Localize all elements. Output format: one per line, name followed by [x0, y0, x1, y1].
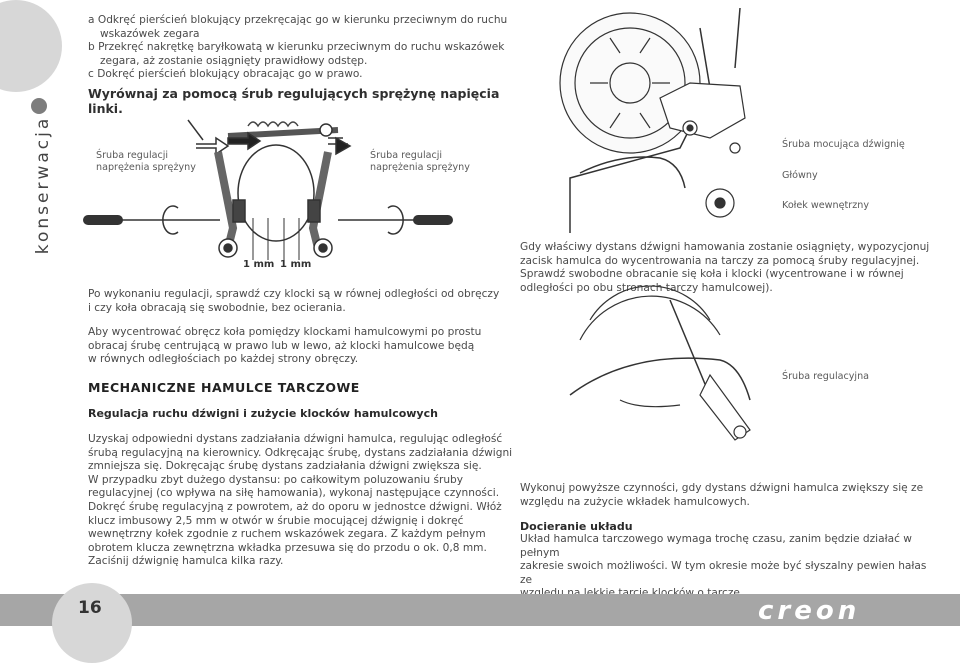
instructions-top [88, 14, 508, 82]
callout-left-line1: Śruba regulacji [96, 150, 169, 161]
body-line: Układ hamulca tarczowego wymaga trochę czasu, zanim będzie działać w pełnym [520, 533, 912, 559]
body-line: względu na zużycie wkładek hamulcowych. [520, 495, 750, 508]
centering-line3: w równych odległościach po każdej strony obręczy. [88, 353, 359, 366]
right-text-2 [520, 482, 940, 509]
body-line: zacisk hamulca do wycentrowania na tarczy za pomocą śruby regulacyjnej. [520, 254, 920, 267]
section-label: konserwacja [33, 115, 53, 255]
body-line: regulacyjnej (co wpływa na siłę hamowania), wykonaj następujące czynności. [88, 487, 500, 500]
body-line: Uzyskaj odpowiedni dystans zadziałania dźwigni hamulca, regulując odległość [88, 433, 503, 445]
gap-label-right: 1 mm [280, 259, 312, 270]
callout-right-line1: Śruba regulacji [370, 150, 443, 161]
body-line: śrubą regulacyjną na kierownicy. Odkręcając śrubę, dystans zadziałania dźwigni [88, 446, 513, 459]
body-line: wewnętrzny kołek zgodnie z ruchem wskazówek zegara. Z każdym pełnym [88, 528, 486, 541]
instruction-b-line1: b Przekręć nakrętkę baryłkowatą w kierunku przeciwnym do ruchu wskazówek [88, 41, 505, 54]
disc-brakes-heading: MECHANICZNE HAMULCE TARCZOWE [88, 380, 360, 395]
right-text-1 [520, 241, 940, 295]
callout-spring-screw-right [370, 150, 480, 174]
body-line: zmniejsza się. Dokręcając śrubę dystans zadziałania dźwigni zwiększa się. [88, 460, 482, 473]
instruction-a-line2: wskazówek zegara [100, 27, 200, 40]
centering-line2: obracaj śrubę centrującą w prawo lub w lewo, aż klocki hamulcowe będą [88, 339, 475, 352]
body-line: Dokręć śrubę regulacyjną z powrotem, aż do oporu w jednostce dźwigni. Włóż [88, 500, 502, 513]
centering-text [88, 326, 508, 367]
callout-main: Główny [782, 170, 818, 181]
brand-logo: creon [758, 596, 861, 626]
bedding-heading: Docieranie układu [520, 520, 633, 533]
callout-left-line2: naprężenia sprężyny [96, 162, 196, 173]
v-brake-diagram [88, 108, 508, 278]
instruction-b-line2: zegara, aż zostanie osiągnięty prawidłowy odstęp. [100, 54, 368, 67]
body-line: odległości po obu stronach tarczy hamulcowej). [520, 281, 773, 294]
callout-inner-pin: Kołek wewnętrzny [782, 200, 869, 211]
disc-brakes-body [88, 433, 518, 569]
page-number: 16 [78, 598, 102, 618]
after-adjust-text [88, 288, 508, 315]
body-line: zakresie swoich możliwości. W tym okresie może być słyszalny pewien hałas ze [520, 560, 927, 586]
body-line: obrotem klucza zewnętrzna wkładka przesuwa się do przodu o ok. 0,8 mm. [88, 541, 487, 554]
body-line: Zaciśnij dźwignię hamulca kilka razy. [88, 555, 284, 568]
instruction-a-line1: a Odkręć pierścień blokujący przekręcając go w kierunku przeciwnym do ruchu [88, 14, 508, 26]
sidebar-decor-circle [0, 0, 62, 92]
body-line: Wykonuj powyższe czynności, gdy dystans dźwigni hamulca zwiększy się ze [520, 482, 924, 494]
body-line: klucz imbusowy 2,5 mm w otwór w śrubie mocującej dźwignię i dokręć [88, 514, 464, 527]
page-number-circle [52, 583, 132, 663]
disc-brakes-subheading: Regulacja ruchu dźwigni i zużycie klocków hamulcowych [88, 407, 438, 420]
disc-caliper-diagram-bottom [560, 300, 790, 460]
callout-right-line2: naprężenia sprężyny [370, 162, 470, 173]
callout-spring-screw-left [96, 150, 206, 174]
bedding-text [520, 533, 940, 601]
instruction-c-line1: c Dokręć pierścień blokujący obracając go w prawo. [88, 68, 363, 81]
body-line: Gdy właściwy dystans dźwigni hamowania zostanie osiągnięty, wypozycjonuj [520, 241, 930, 253]
body-line: Sprawdź swobodne obracanie się koła i klocki (wycentrowane i w równej [520, 268, 904, 281]
callout-lever-screw: Śruba mocująca dźwignię [782, 139, 905, 150]
gap-label-left: 1 mm [243, 259, 275, 270]
centering-line1: Aby wycentrować obręcz koła pomiędzy klockami hamulcowymi po prostu [88, 326, 482, 338]
instruction-bold-line: Wyrównaj za pomocą śrub regulujących sprężynę napięcia linki. [88, 86, 500, 116]
disc-caliper-diagram-top [560, 8, 790, 233]
after-adjust-line2: i czy koła obracają się swobodnie, bez ocierania. [88, 301, 346, 314]
callout-adjusting-screw: Śruba regulacyjna [782, 371, 870, 382]
body-line: W przypadku zbyt dużego dystansu: po całkowitym poluzowaniu śruby [88, 473, 464, 486]
after-adjust-line1: Po wykonaniu regulacji, sprawdź czy klocki są w równej odległości od obręczy [88, 288, 500, 300]
